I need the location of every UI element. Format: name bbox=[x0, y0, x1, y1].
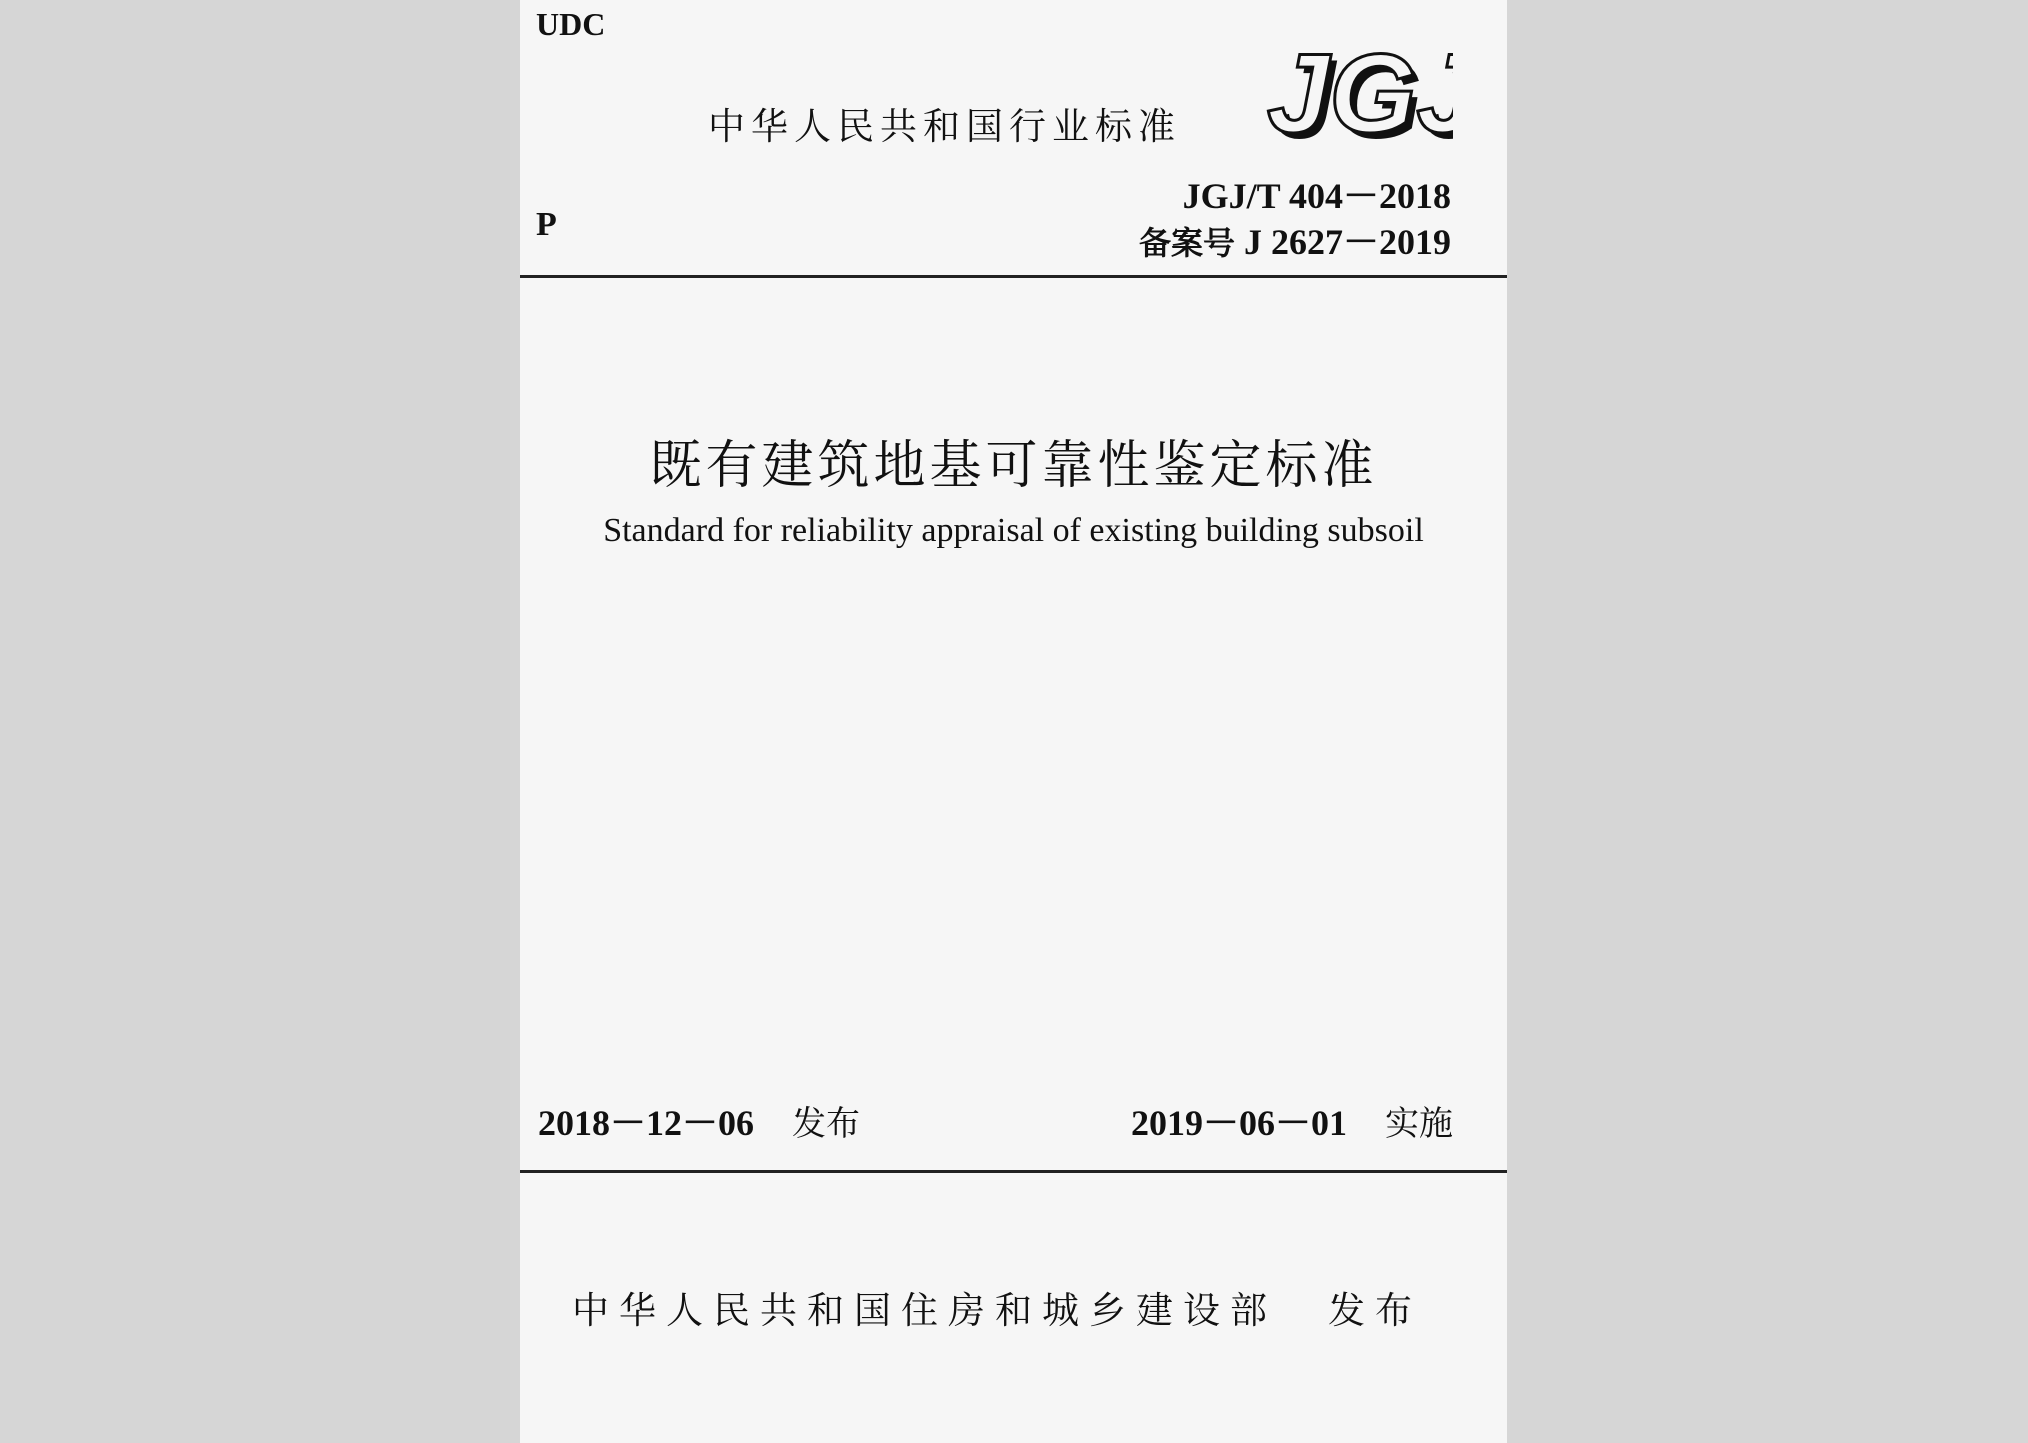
record-number: J 2627－2019 bbox=[1243, 222, 1451, 262]
record-number-line bbox=[1139, 214, 1451, 265]
standard-code: JGJ/T 404－2018 bbox=[1182, 176, 1451, 216]
industry-standard-heading: 中华人民共和国行业标准 bbox=[708, 105, 1181, 148]
classification-letter: P bbox=[536, 206, 557, 243]
logo-face: JG bbox=[1267, 44, 1417, 144]
document-cover bbox=[520, 0, 1507, 1443]
implement-date-line bbox=[1131, 1095, 1453, 1146]
publisher: 中华人民共和国住房和城乡建设部 bbox=[572, 1289, 1277, 1332]
implement-label: 实施 bbox=[1385, 1104, 1453, 1144]
title-english: Standard for reliability appraisal of existing building subsoil bbox=[603, 512, 1424, 549]
logo-shadow: JG bbox=[1273, 44, 1423, 144]
top-divider bbox=[520, 275, 1507, 278]
publish-label: 发布 bbox=[1328, 1289, 1422, 1332]
implement-date: 2019－06－01 bbox=[1130, 1103, 1347, 1143]
title-chinese: 既有建筑地基可靠性鉴定标准 bbox=[649, 436, 1378, 496]
jgj-logo bbox=[1265, 44, 1453, 144]
issue-label: 发布 bbox=[792, 1104, 861, 1144]
udc-label: UDC bbox=[536, 6, 606, 42]
record-label: 备案号 bbox=[1138, 224, 1235, 262]
issue-date-line bbox=[538, 1095, 860, 1146]
issue-date: 2018－12－06 bbox=[538, 1103, 755, 1143]
bottom-divider bbox=[520, 1170, 1507, 1173]
